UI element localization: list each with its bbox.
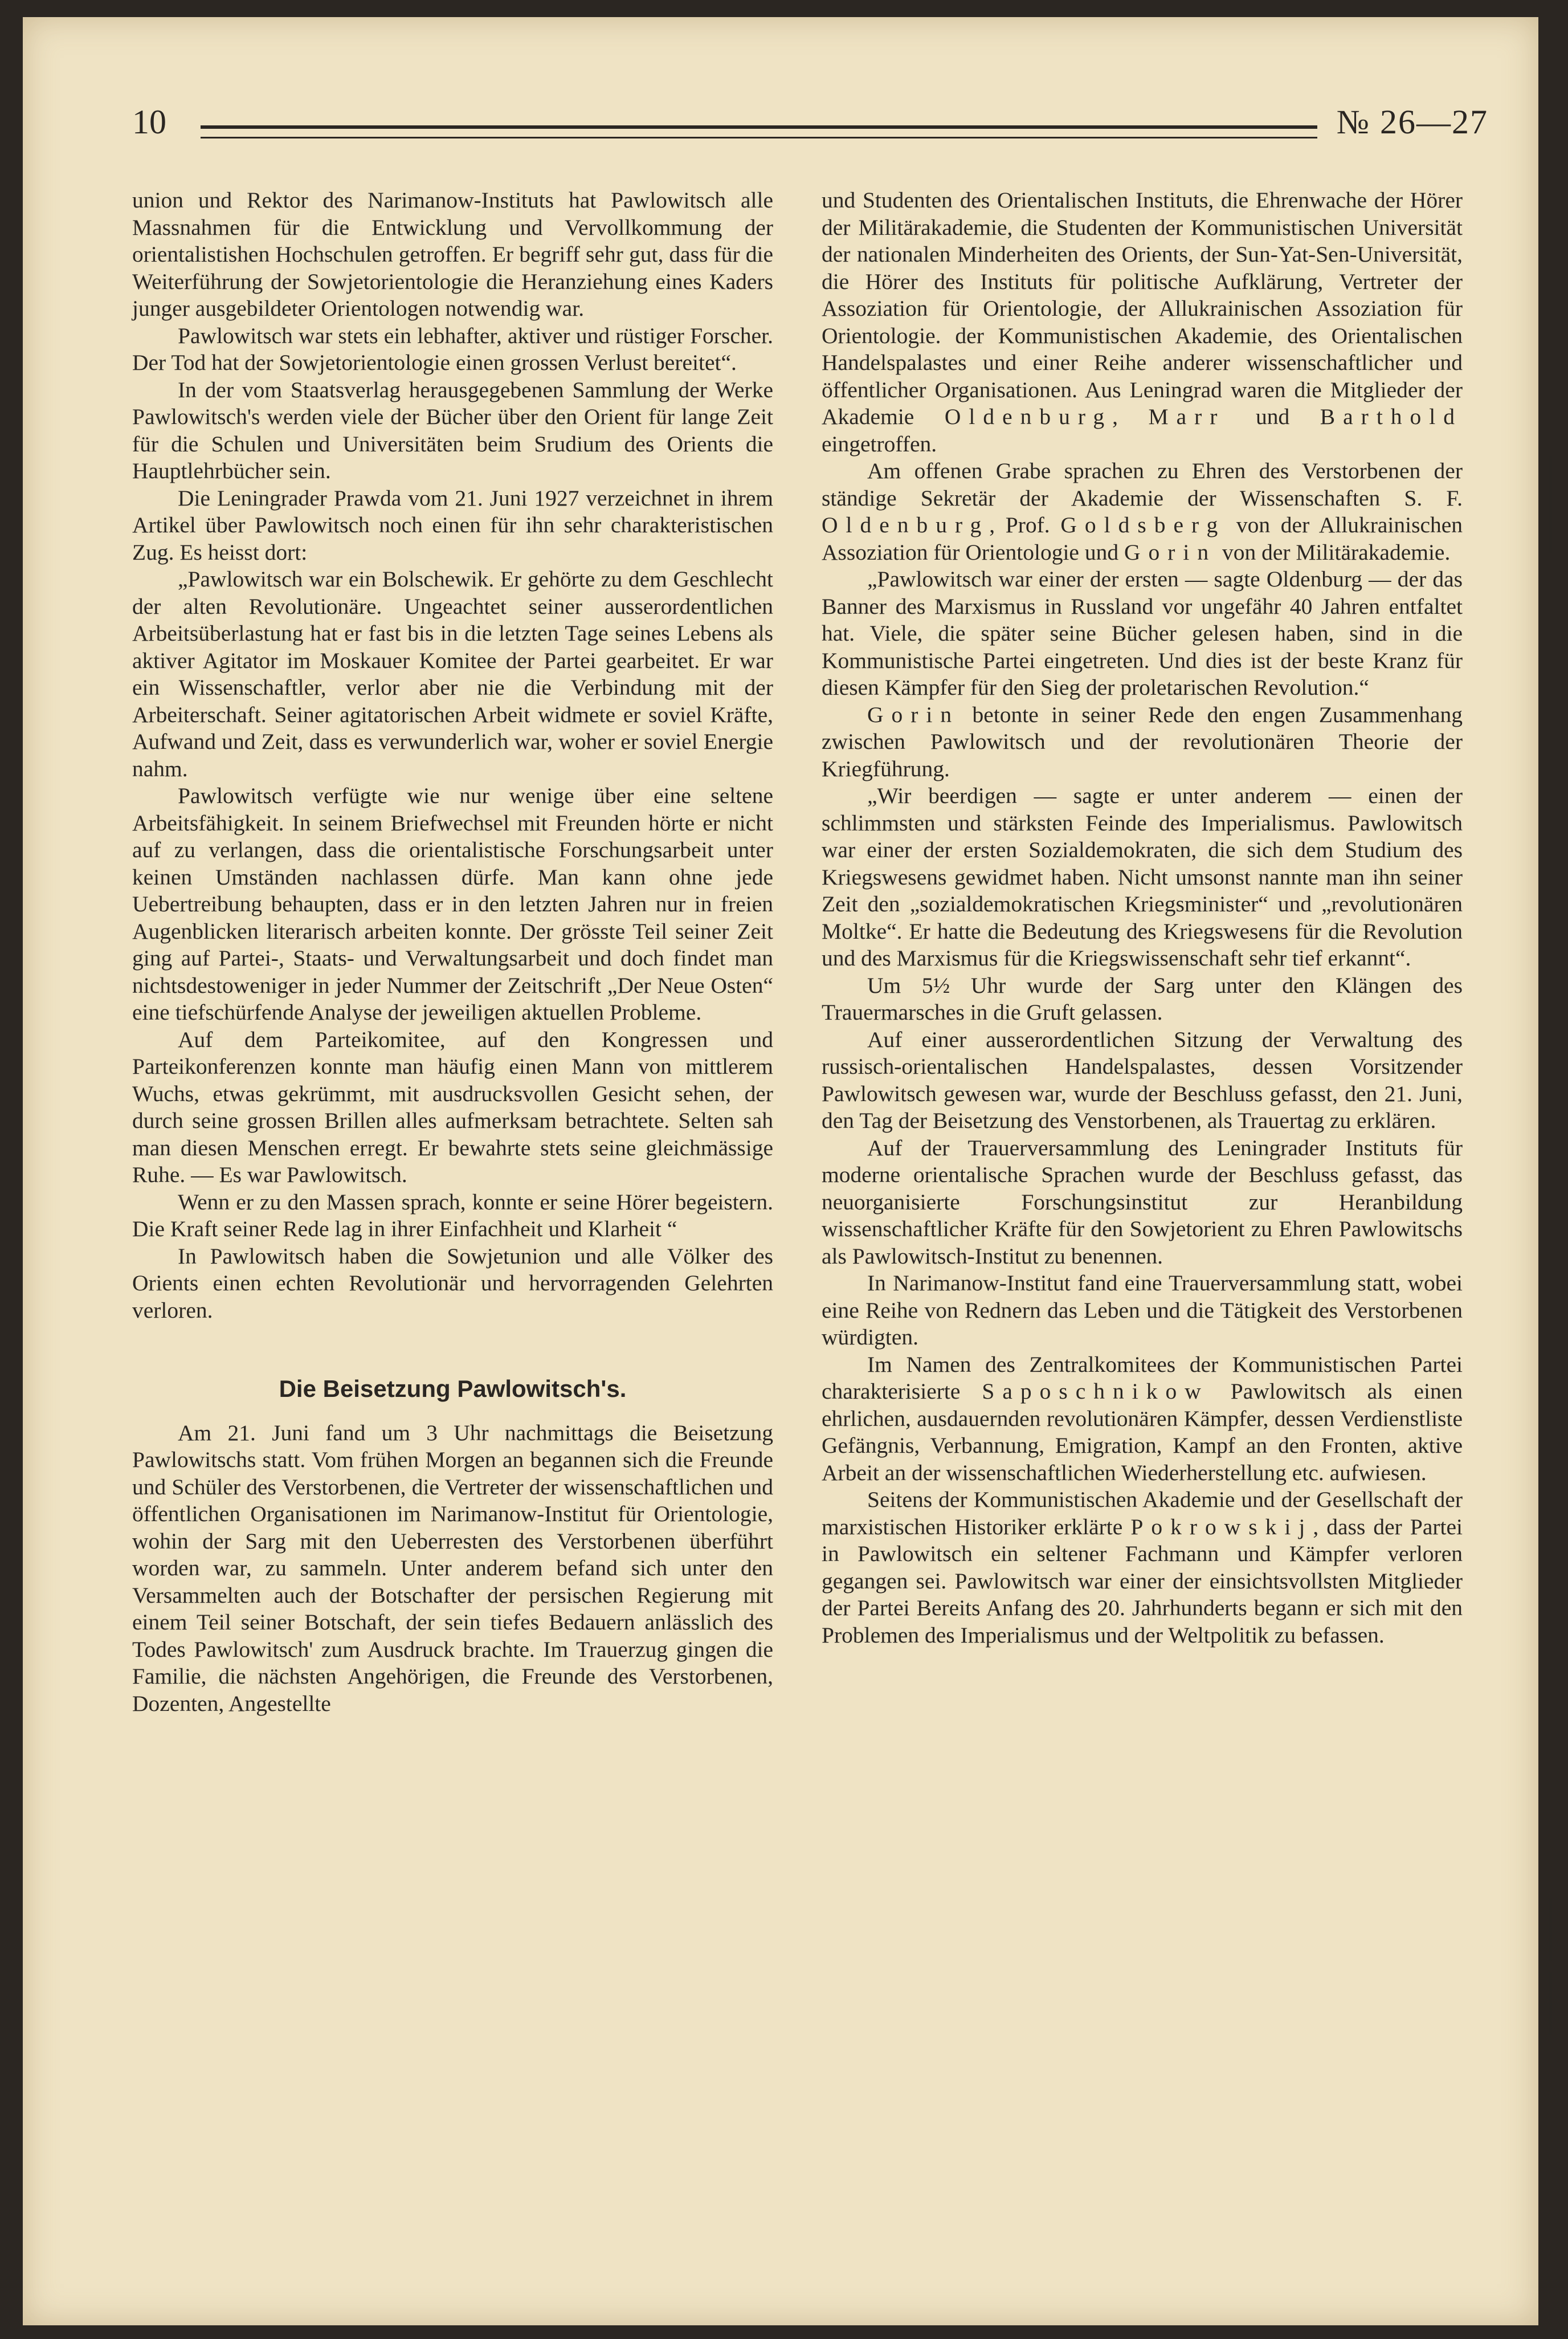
paragraph: In Narimanow-Institut fand eine Trauerversammlung statt, wobei eine Reihe von Rednern das Leben und die Tätigkeit des Verstorbenen würdigten.: [822, 1270, 1463, 1350]
page-header: [132, 103, 1488, 154]
paragraph: [822, 187, 1463, 458]
text-run: Im Namen des Zentralkomitees der Kommunistischen Partei charakterisierte: [822, 1351, 1463, 1404]
page-number: 10: [132, 103, 166, 141]
text-run: ,: [1112, 404, 1118, 429]
margin-mark: [1549, 1898, 1552, 1961]
person-name: Oldenburg: [822, 512, 990, 537]
paragraph: Auf dem Parteikomitee, auf den Kongressen und Parteikonferenzen konnte man häufig einen Mann von mittlerem Wuchs, etwas gekrümmt, mit ausdrucksvollen Gesicht sehen, der durch seine grossen Brillen alles aufmerksam betrachtete. Selten sah man diesen Menschen erregt. Er bewahrte stets seine gleichmässige Ruhe. — Es war Pawlowitsch.: [132, 1026, 773, 1187]
person-name: Gorin: [1124, 539, 1217, 565]
paragraph: „Pawlowitsch war ein Bolschewik. Er gehörte zu dem Geschlecht der alten Revolutionäre. Ungeachtet seiner ausserordentlichen Arbeitsüberlastung hat er fast bis in die letzten Tage seines Lebens als aktiver Agitator im Moskauer Komitee der Partei gearbeitet. Er war ein Wissenschaftler, verlor aber nie die Verbindung mit der Arbeiterschaft. Seiner agitatorischen Arbeit widmete er soviel Kräfte, Aufwand und Zeit, dass es verwunderlich war, woher er soviel Energie nahm.: [132, 567, 773, 781]
paragraph: Die Leningrader Prawda vom 21. Juni 1927 verzeichnet in ihrem Artikel über Pawlowitsch noch einen für ihn sehr charakteristischen Zug. Es heisst dort:: [132, 485, 773, 565]
paragraph: „Pawlowitsch war einer der ersten — sagte Oldenburg — der das Banner des Marxismus in Russland vor ungefähr 40 Jahren entfaltet hat. Viele, die später seine Bücher gelesen haben, sind in die Kommunistische Partei eingetreten. Und dies ist der beste Kranz für diesen Kämpfer für den Sieg der proletarischen Revolution.“: [822, 567, 1463, 700]
text-run: , dass der Partei in Pawlowitsch ein seltener Fachmann und Kämpfer verloren gegangen sei. Pawlowitsch war einer der einsichtsvollsten Mitglieder der Partei Bereits Anfang des 20. Jahrhunderts begann er sich mit den Problemen des Imperialismus und der Weltpolitik zu befassen.: [822, 1514, 1463, 1648]
text-run: Am offenen Grabe sprachen zu Ehren des Verstorbenen der ständige Sekretär der Akademie der Wissenschaften S. F.: [822, 458, 1463, 511]
paragraph: Auf der Trauerversammlung des Leningrader Instituts für moderne orientalische Sprachen wurde der Beschluss gefasst, das neuorganisierte Forschungsinstitut zur Heranbildung wissenschaftlicher Kräfte für den Sowjetorient zu Ehren Pawlowitschs als Pawlowitsch-Institut zu benennen.: [822, 1135, 1463, 1269]
paragraph: [822, 1486, 1463, 1649]
margin-mark: [1549, 456, 1552, 553]
paragraph: In Pawlowitsch haben die Sowjetunion und alle Völker des Orients einen echten Revolutionär und hervorragenden Gelehrten verloren.: [132, 1243, 773, 1323]
text-run: eingetroffen.: [822, 431, 937, 457]
issue-number: № 26—27: [1336, 103, 1488, 141]
left-column: [132, 187, 773, 1717]
person-name: Pokrowskij: [1130, 1514, 1313, 1539]
person-name: Gorin: [867, 702, 960, 727]
paragraph: Wenn er zu den Massen sprach, konnte er seine Hörer begeistern. Die Kraft seiner Rede lag in ihrer Einfachheit und Klarheit “: [132, 1189, 773, 1241]
person-name: Saposchnikow: [982, 1379, 1209, 1404]
right-column: [822, 187, 1463, 1649]
text-run: von der Allukrainischen Assoziation für Orientologie und: [822, 512, 1463, 565]
person-name: Barthold: [1320, 404, 1463, 429]
paragraph: Auf einer ausserordentlichen Sitzung der Verwaltung des russisch-orientalischen Handelspalastes, dessen Vorsitzender Pawlowitsch gewesen war, wurde der Beschluss gefasst, den 21. Juni, den Tag der Beisetzung des Venstorbenen, als Trauertag zu erklären.: [822, 1026, 1463, 1133]
paragraph: [822, 702, 1463, 783]
newspaper-page: [23, 17, 1538, 2325]
text-run: von der Militärakademie.: [1222, 539, 1451, 565]
paragraph: [822, 1351, 1463, 1487]
paragraph: Um 5½ Uhr wurde der Sarg unter den Klängen des Trauermarsches in die Gruft gelassen.: [822, 972, 1463, 1025]
text-run: betonte in seiner Rede den engen Zusammenhang zwischen Pawlowitsch und der revolutionären Theorie der Kriegführung.: [822, 702, 1463, 781]
paragraph: Pawlowitsch war stets ein lebhafter, aktiver und rüstiger Forscher. Der Tod hat der Sowjetorientologie einen grossen Verlust bereitet“.: [132, 323, 773, 375]
person-name: Marr: [1148, 404, 1226, 429]
margin-mark: [1549, 1972, 1552, 2035]
text-run: und Studenten des Orientalischen Instituts, die Ehrenwache der Hörer der Militärakademie, die Studenten der Kommunistischen Universität der nationalen Minderheiten des Orients, der Sun-Yat-Sen-Universität, die Hörer des Instituts für politische Aufklärung, Vertreter der Assoziation für Orientologie, der Allukrainischen Assoziation für Orientologie. der Kommunistischen Akademie, des Orientalischen Handelspalastes und einer Reihe anderer wissenschaftlicher und öffentlicher Organisationen. Aus Leningrad waren die Mitglieder der Akademie: [822, 188, 1463, 429]
text-run: , Prof.: [989, 512, 1050, 537]
section-heading: Die Beisetzung Pawlowitsch's.: [279, 1375, 627, 1402]
paragraph: [822, 458, 1463, 566]
paragraph: Pawlowitsch verfügte wie nur wenige über eine seltene Arbeitsfähigkeit. In seinem Briefwechsel mit Freunden hörte er nicht auf zu verlangen, dass die orientalistische Forschungsarbeit unter keinen Umständen nachlassen dürfe. Man kann ohne jede Uebertreibung behaupten, dass er in den letzten Jahren nur in freien Augenblicken literarisch arbeiten konnte. Der grösste Teil seiner Zeit ging auf Partei-, Staats- und Verwaltungsarbeit und doch findet man nichtsdestoweniger in jeder Nummer der Zeitschrift „Der Neue Osten“ eine tiefschürfende Analyse der jeweiligen aktuellen Probleme.: [132, 783, 773, 1025]
person-name: Oldenburg: [944, 404, 1113, 429]
paragraph: In der vom Staatsverlag herausgegebenen Sammlung der Werke Pawlowitsch's werden viele der Bücher über den Orient für lange Zeit für die Schulen und Universitäten beim Srudium des Orients die Hauptlehrbücher sein.: [132, 377, 773, 483]
text-run: Seitens der Kommunistischen Akademie und der Gesellschaft der marxistischen Historiker erklärte: [822, 1487, 1463, 1539]
paragraph: Am 21. Juni fand um 3 Uhr nachmittags die Beisetzung Pawlowitschs statt. Vom frühen Morgen an begannen sich die Freunde und Schüler des Verstorbenen, die Vertreter der wissenschaftlichen und öffentlichen Organisationen im Narimanow-Institut für Orientologie, wohin der Sarg mit den Ueberresten des Verstorbenen überführt worden war, zu sammeln. Unter anderem befand sich unter den Versammelten auch der Botschafter der persischen Regierung mit einem Teil seiner Botschaft, der sein tiefes Bedauern anlässlich des Todes Pawlowitsch' zum Ausdruck brachte. Im Trauerzug gingen die Familie, die nächsten Angehörigen, die Freunde des Verstorbenen, Dozenten, Angestellte: [132, 1420, 773, 1716]
person-name: Goldsberg: [1060, 512, 1226, 537]
paragraph: union und Rektor des Narimanow-Instituts hat Pawlowitsch alle Massnahmen für die Entwicklung und Vervollkommung der orientalistishen Hochschulen getroffen. Er begriff sehr gut, dass für die Weiterführung der Sowjetorientologie die Heranziehung eines Kaders junger ausgebildeter Orientologen notwendig war.: [132, 188, 773, 321]
text-run: Pawlowitsch als einen ehrlichen, ausdauernden revolutionären Kämpfer, dessen Verdienstliste Gefängnis, Verbannung, Emigration, Kampf an den Fronten, aktive Arbeit an der wissenschaftlichen Wiederherstellung etc. aufwiesen.: [822, 1379, 1463, 1485]
header-rule: [201, 125, 1317, 138]
paragraph: „Wir beerdigen — sagte er unter anderem — einen der schlimmsten und stärksten Feinde des Imperialismus. Pawlowitsch war einer der ersten Sozialdemokraten, die sich dem Studium des Kriegswesens gewidmet haben. Nicht umsonst nannte man ihn seiner Zeit den „sozialdemokratischen Kriegsminister“ und „revolutionären Moltke“. Er hatte die Bedeutung des Kriegswesens für die Revolution und des Marxismus für die Kriegswissenschaft sehr tief erkannt“.: [822, 783, 1463, 971]
text-run: und: [1256, 404, 1290, 429]
